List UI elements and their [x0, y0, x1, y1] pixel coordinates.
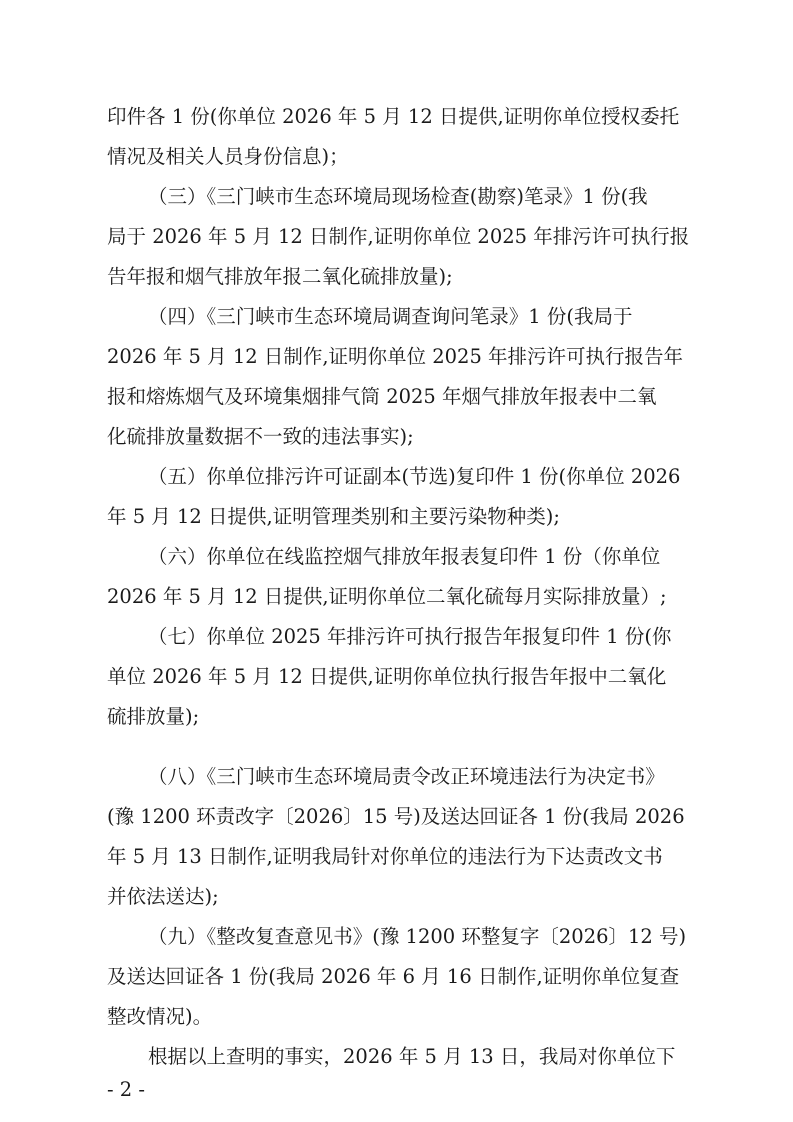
text-line: 年 5 月 13 日制作,证明我局针对你单位的违法行为下达责改文书 — [107, 845, 663, 868]
list-item-4-heading: （四）《三门峡市生态环境局调查询问笔录》1 份(我局于 — [148, 305, 633, 328]
text-line: 局于 2026 年 5 月 12 日制作,证明你单位 2025 年排污许可执行报 — [107, 225, 690, 248]
list-item-9-heading: （九）《整改复查意见书》(豫 1200 环整复字〔2026〕12 号) — [148, 925, 687, 948]
text-line: 情况及相关人员身份信息)； — [107, 145, 349, 168]
text-line: 告年报和烟气排放年报二氧化硫排放量); — [107, 265, 453, 288]
list-item-8-heading: （八）《三门峡市生态环境局责令改正环境违法行为决定书》 — [148, 765, 665, 788]
text-line: (豫 1200 环责改字〔2026〕15 号)及送达回证各 1 份(我局 2026 — [107, 805, 685, 828]
text-line: 印件各 1 份(你单位 2026 年 5 月 12 日提供,证明你单位授权委托 — [107, 105, 680, 128]
text-line: 2026 年 5 月 12 日提供,证明你单位二氧化硫每月实际排放量）; — [107, 585, 667, 608]
text-line: 2026 年 5 月 12 日制作,证明你单位 2025 年排污许可执行报告年 — [107, 345, 684, 368]
text-line: 化硫排放量数据不一致的违法事实); — [107, 425, 414, 448]
text-line: 硫排放量); — [107, 705, 200, 728]
list-item-6-heading: （六）你单位在线监控烟气排放年报表复印件 1 份（你单位 — [148, 545, 661, 568]
text-line: 并依法送达); — [107, 885, 219, 908]
page-number: - 2 - — [107, 1078, 145, 1101]
text-line: 年 5 月 12 日提供,证明管理类别和主要污染物种类); — [107, 505, 560, 528]
list-item-7-heading: （七）你单位 2025 年排污许可执行报告年报复印件 1 份(你 — [148, 625, 672, 648]
list-item-3-heading: （三）《三门峡市生态环境局现场检查(勘察)笔录》1 份(我 — [148, 185, 648, 208]
list-item-5-heading: （五）你单位排污许可证副本(节选)复印件 1 份(你单位 2026 — [148, 465, 681, 488]
text-line: 及送达回证各 1 份(我局 2026 年 6 月 16 日制作,证明你单位复查 — [107, 965, 680, 988]
text-line: 单位 2026 年 5 月 12 日提供,证明你单位执行报告年报中二氧化 — [107, 665, 667, 688]
conclusion-paragraph-start: 根据以上查明的事实，2026 年 5 月 13 日，我局对你单位下 — [148, 1045, 676, 1068]
text-line: 报和熔炼烟气及环境集烟排气筒 2025 年烟气排放年报表中二氧 — [107, 385, 657, 408]
text-line: 整改情况)。 — [107, 1005, 213, 1028]
